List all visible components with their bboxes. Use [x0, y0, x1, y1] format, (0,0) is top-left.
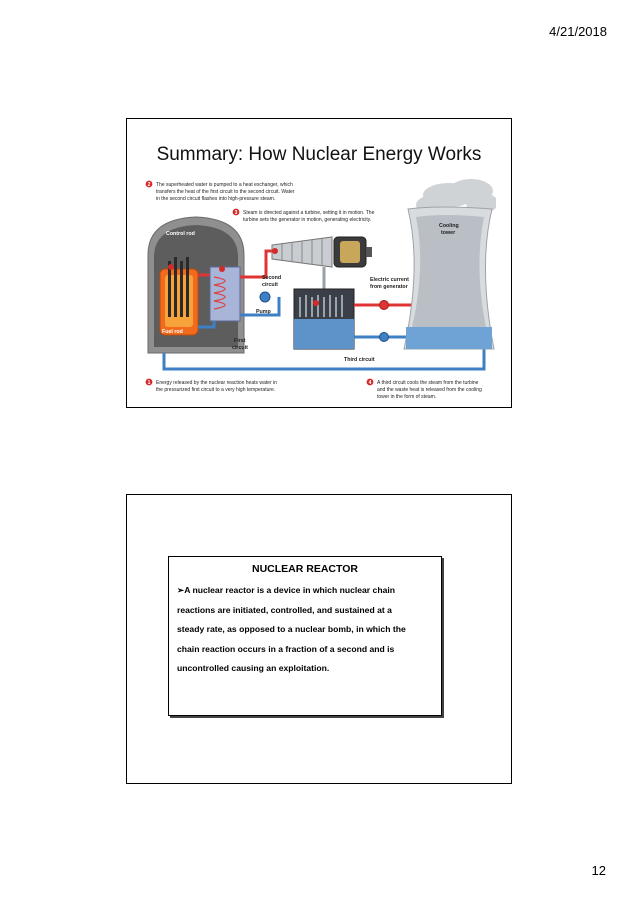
text-line-1: ➢A nuclear reactor is a device in which nuclear chain [177, 585, 395, 595]
heat-exchanger [210, 267, 240, 321]
pump-icon [260, 292, 270, 302]
step-3-number: 3 [234, 210, 238, 216]
cooling-basin [406, 327, 492, 349]
slide-title: Summary: How Nuclear Energy Works [156, 144, 482, 165]
third-circuit-pump-icon [380, 301, 389, 310]
bullet-arrow-icon: ➢ [177, 585, 185, 595]
step-1-number: 1 [147, 380, 151, 386]
step-2-marker [219, 266, 225, 272]
step-4-number: 4 [368, 380, 372, 386]
third-circuit-return-pump-icon [380, 333, 389, 342]
textbox-body [177, 581, 433, 679]
step-2-text-1: The superheated water is pumped to a heat exchanger, which [156, 182, 293, 188]
label-fuel-rod: Fuel rod [162, 329, 183, 335]
label-pump: Pump [256, 309, 271, 315]
label-cooling-tower-2: tower [441, 230, 456, 236]
slide-thumbnail-2 [126, 494, 512, 784]
step-3-marker [272, 248, 278, 254]
label-second-circuit-2: circuit [262, 282, 278, 288]
label-control-rod: Control rod [166, 231, 195, 237]
label-first-circuit-2: circuit [232, 345, 248, 351]
nuclear-reactor-textbox [168, 556, 442, 716]
text-line-4: chain reaction occurs in a fraction of a second and is [177, 643, 395, 654]
step-1-text-2: the pressurized first circuit to a very high temperature. [156, 387, 276, 393]
label-electric-current-1: Electric current [370, 277, 409, 283]
step-2-number: 2 [147, 182, 151, 188]
step-4-marker [313, 300, 319, 306]
step-1-marker [168, 264, 174, 270]
page-number: 12 [591, 863, 606, 878]
step-3-text-2: turbine sets the generator in motion, generating electricity. [243, 217, 372, 223]
step-2-text-2: transfers the heat of the first circuit to the second circuit. Water [156, 189, 295, 195]
text-line-2: reactions are initiated, controlled, and sustained at a [177, 604, 392, 615]
step-2-text-3: in the second circuit flashes into high-pressure steam. [156, 196, 276, 202]
step-4-text-3: tower in the form of steam. [377, 394, 437, 400]
nuclear-energy-diagram [144, 177, 496, 403]
label-first-circuit-1: First [234, 338, 246, 344]
slide-thumbnail-1 [126, 118, 512, 408]
text-line-3: steady rate, as opposed to a nuclear bomb, in which the [177, 624, 406, 634]
step-4-text-1: A third circuit cools the steam from the turbine [377, 380, 479, 386]
step-4-text-2: and the waste heat is released from the cooling [377, 387, 482, 393]
label-second-circuit-1: Second [262, 275, 282, 281]
textbox-heading: NUCLEAR REACTOR [252, 563, 358, 575]
step-3-text-1: Steam is directed against a turbine, setting it in motion. The [243, 210, 375, 216]
date-header: 4/21/2018 [549, 24, 607, 39]
text-line-5: uncontrolled causing an exploitation. [177, 663, 330, 673]
label-third-circuit: Third circuit [344, 357, 375, 363]
step-1-text-1: Energy released by the nuclear reaction heats water in [156, 380, 277, 386]
label-electric-current-2: from generator [370, 284, 408, 290]
label-cooling-tower-1: Cooling [439, 223, 459, 229]
